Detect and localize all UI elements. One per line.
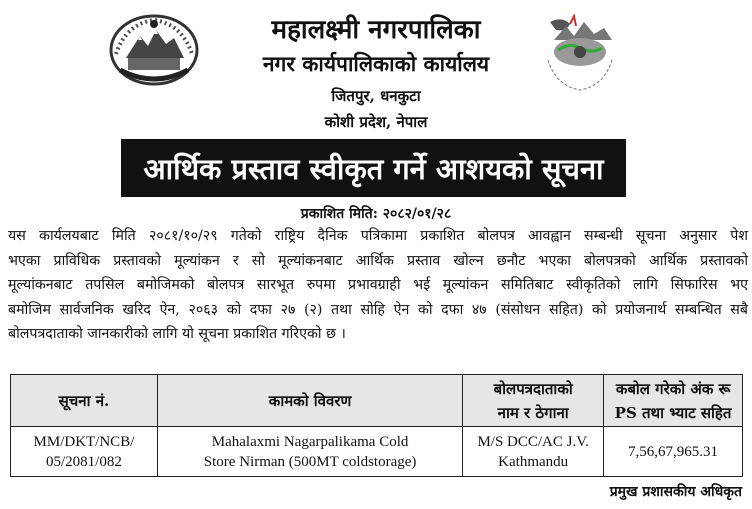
cell-amount: 7,56,67,965.31: [604, 427, 743, 477]
header-bidder-line2: नाम र ठेगाना: [497, 403, 569, 422]
table-header-row: [11, 375, 743, 427]
province-country: कोशी प्रदेश, नेपाल: [324, 113, 428, 131]
header-notice-no: सूचना नं.: [11, 375, 158, 427]
body-line: बमोजिम सार्वजनिक खरिद ऐन, २०६३ को दफा २७ (२) तथा सोहि ऐन को दफा ४७ (संसोधन सहित) को प्रयोजनार्थ सम्बन्धित सबै: [8, 301, 748, 318]
bidder-line2: Kathmandu: [498, 453, 569, 470]
body-line: बोलपत्रदाताको जानकारीको लागि यो सूचना प्रकाशित गरिएको छ ।: [8, 326, 346, 343]
header-amount-line1: कबोल गरेको अंक रू: [615, 379, 731, 398]
nepal-emblem-icon: [108, 14, 200, 88]
header-bidder: [463, 375, 604, 427]
notice-title: आर्थिक प्रस्ताव स्वीकृत गर्ने आशयको सूचना: [143, 151, 604, 186]
notice-no-line1: MM/DKT/NCB/: [33, 433, 135, 450]
body-line: यस कार्यलयबाट मिति २०८१/१०/२९ गतेको राष्ट्रिय दैनिक पत्रिकामा प्रकाशित बोलपत्र आवह्वान सम्बन्धी सूचना अनुसार पेश: [8, 228, 748, 244]
work-desc-line1: Mahalaxmi Nagarpalikama Cold: [211, 433, 409, 450]
cell-bidder: [463, 427, 604, 477]
bid-table: [10, 374, 743, 477]
notice-body: [8, 224, 748, 347]
body-line: मूल्यांकनबाट तपसिल बमोजिमको बोलपत्र सारभूत रुपमा प्रभावग्राही भई मूल्यांकन समितिबाट स्वीकृतिको लागि सिफारिस भए: [8, 277, 748, 294]
header-amount-line2: PS तथा भ्याट सहित: [614, 403, 732, 422]
signatory-title: प्रमुख प्रशासकीय अधिकृत: [609, 484, 742, 500]
header-bidder-line1: बोलपत्रदाताको: [493, 379, 573, 398]
notice-no-line2: 05/2081/082: [46, 453, 122, 470]
work-desc-line2: Store Nirman (500MT coldstorage): [203, 453, 417, 470]
table-row: [11, 427, 743, 477]
header-amount: [604, 375, 743, 427]
published-date: प्रकाशित मिति: २०८२/०१/२८: [300, 206, 452, 222]
municipality-name: महालक्ष्मी नगरपालिका: [271, 15, 481, 45]
cell-work-desc: [157, 427, 462, 477]
header-work-desc: कामको विवरण: [157, 375, 462, 427]
cell-notice-no: [11, 427, 158, 477]
office-address: जितपुर, धनकुटा: [331, 87, 421, 105]
bidder-line1: M/S DCC/AC J.V.: [477, 433, 589, 450]
notice-title-banner: [121, 139, 626, 197]
office-name: नगर कार्यपालिकाको कार्यालय: [262, 51, 490, 76]
body-line: भएका प्राविधिक प्रस्तावको मूल्यांकन र सो मूल्यांकनबाट आर्थिक प्रस्ताव खोल्न छनौट भएका बोलपत्रको आर्थिक प्रस्तावको: [8, 252, 748, 269]
